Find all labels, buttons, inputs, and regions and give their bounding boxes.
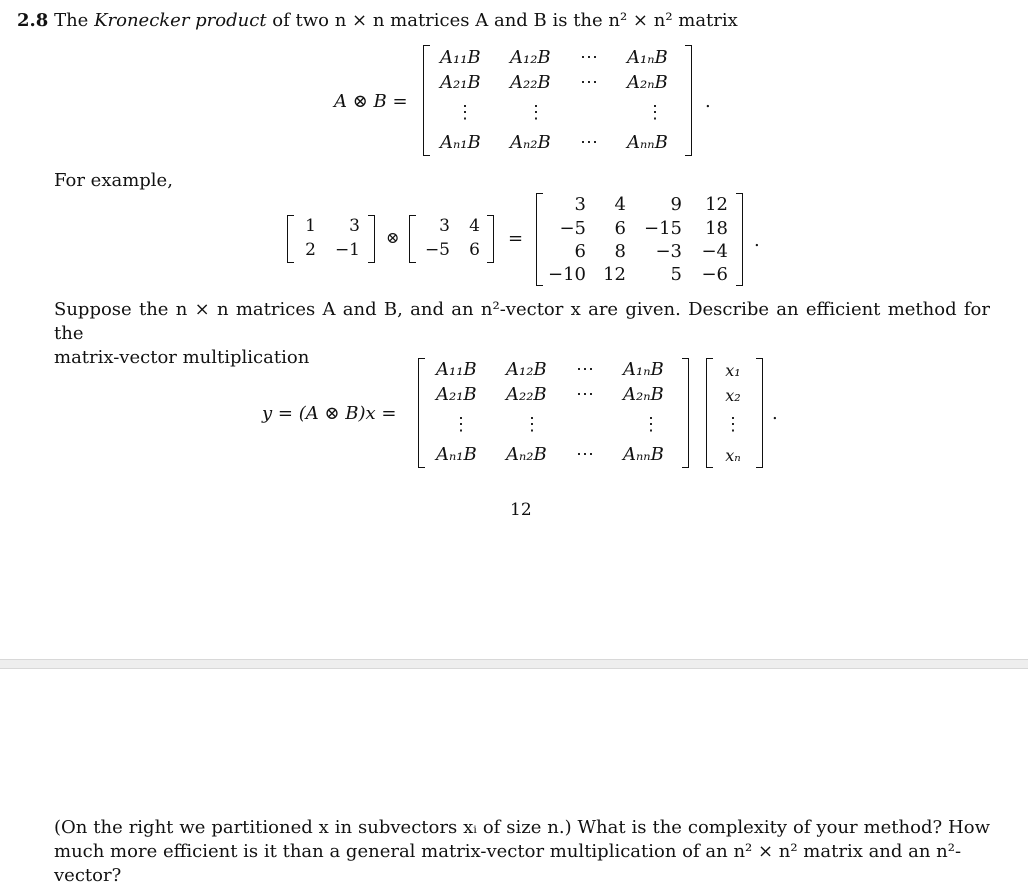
kron-cell: A₂ₙB (627, 72, 668, 93)
vector-x-entry: x₂ (725, 386, 741, 405)
mv-cell: A₂₁B (436, 384, 477, 405)
result-cell: −4 (701, 241, 728, 262)
mv-cell: ⋯ (576, 444, 594, 465)
result-cell: 8 (614, 241, 626, 262)
mv-cell: ⋯ (576, 384, 594, 405)
intro-pre: The (54, 10, 89, 31)
mv-cell: AₙₙB (623, 444, 664, 465)
matrix-b-cell: 4 (469, 216, 480, 236)
kron-cell: Aₙ₂B (510, 132, 551, 153)
intro-mid: of two n × n matrices A and B is the n² × n² matrix (272, 10, 738, 31)
kron-cell: ⋮ (646, 102, 664, 123)
matrix-a-cell: −1 (334, 240, 360, 260)
result-cell: 9 (670, 194, 682, 215)
page-number: 12 (510, 500, 532, 520)
mv-cell: ⋮ (452, 414, 470, 435)
matrix-a-cell: 3 (349, 216, 360, 236)
left-bracket (418, 358, 425, 468)
vector-x-entry: xₙ (725, 446, 741, 465)
mv-cell: A₂₂B (506, 384, 547, 405)
kron-cell: AₙₙB (627, 132, 668, 153)
right-bracket (756, 358, 763, 468)
right-bracket (487, 215, 494, 263)
result-cell: 5 (670, 264, 682, 285)
right-bracket (736, 193, 743, 286)
result-cell: −6 (701, 264, 728, 285)
mv-lhs: y = (A ⊗ B)x = (262, 403, 397, 424)
matrix-a-cell: 1 (305, 216, 316, 236)
intro-term: Kronecker product (94, 10, 267, 31)
result-cell: −15 (644, 218, 682, 239)
bottom-line-2: much more efficient is it than a general matrix-vector multiplication of an n² × n² matrix and an n²-vector? (54, 841, 962, 886)
mv-cell: ⋮ (523, 414, 541, 435)
mv-cell: ⋮ (642, 414, 660, 435)
result-cell: −5 (559, 218, 586, 239)
left-bracket (287, 215, 294, 263)
matrix-b-cell: 6 (469, 240, 480, 260)
vector-x-entry: x₁ (725, 361, 741, 380)
matrix-b-cell: 3 (439, 216, 450, 236)
kron-cell: ⋯ (580, 72, 598, 93)
kron-cell: A₂₂B (510, 72, 551, 93)
example-end: . (754, 230, 760, 251)
right-bracket (368, 215, 375, 263)
result-cell: −3 (655, 241, 682, 262)
mv-end: . (772, 403, 778, 424)
equals-sign: = (508, 228, 524, 249)
left-bracket (423, 45, 430, 156)
bottom-line-1: (On the right we partitioned x in subvectors xᵢ of size n.) What is the complexity of your method? How (54, 817, 990, 838)
mv-cell: Aₙ₂B (506, 444, 547, 465)
kron-end: . (705, 91, 711, 112)
right-bracket (682, 358, 689, 468)
right-bracket (685, 45, 692, 156)
result-cell: −10 (548, 264, 586, 285)
kron-cell: ⋯ (580, 47, 598, 68)
mv-cell: A₁ₙB (623, 359, 664, 380)
kron-cell: A₁ₙB (627, 47, 668, 68)
vector-x-entry: ⋮ (724, 414, 742, 435)
kron-cell: A₁₁B (440, 47, 481, 68)
mv-cell: Aₙ₁B (436, 444, 477, 465)
kron-cell: A₁₂B (510, 47, 551, 68)
example-label: For example, (54, 170, 173, 191)
matrix-b-cell: −5 (424, 240, 450, 260)
left-bracket (706, 358, 713, 468)
result-cell: 6 (574, 241, 586, 262)
suppose-line-2: matrix-vector multiplication (54, 347, 310, 368)
kron-cell: A₂₁B (440, 72, 481, 93)
mv-cell: A₁₂B (506, 359, 547, 380)
result-cell: 4 (614, 194, 626, 215)
kron-cell: Aₙ₁B (440, 132, 481, 153)
mv-cell: A₁₁B (436, 359, 477, 380)
page-separator (0, 659, 1028, 669)
result-cell: 12 (705, 194, 728, 215)
kron-op: ⊗ (386, 228, 400, 247)
problem-number: 2.8 (17, 10, 49, 31)
suppose-line-1: Suppose the n × n matrices A and B, and an n²-vector x are given. Describe an efficient method for the (54, 299, 990, 344)
problem-intro (17, 12, 738, 30)
result-cell: 3 (574, 194, 586, 215)
mv-cell: ⋯ (576, 359, 594, 380)
kron-cell: ⋮ (527, 102, 545, 123)
result-cell: 18 (705, 218, 728, 239)
mv-cell: A₂ₙB (623, 384, 664, 405)
matrix-a-cell: 2 (305, 240, 316, 260)
kron-cell: ⋮ (456, 102, 474, 123)
left-bracket (409, 215, 416, 263)
bottom-paragraph (54, 816, 990, 888)
kron-cell: ⋯ (580, 132, 598, 153)
left-bracket (536, 193, 543, 286)
result-cell: 6 (614, 218, 626, 239)
result-cell: 12 (603, 264, 626, 285)
kron-lhs: A ⊗ B = (334, 91, 408, 112)
